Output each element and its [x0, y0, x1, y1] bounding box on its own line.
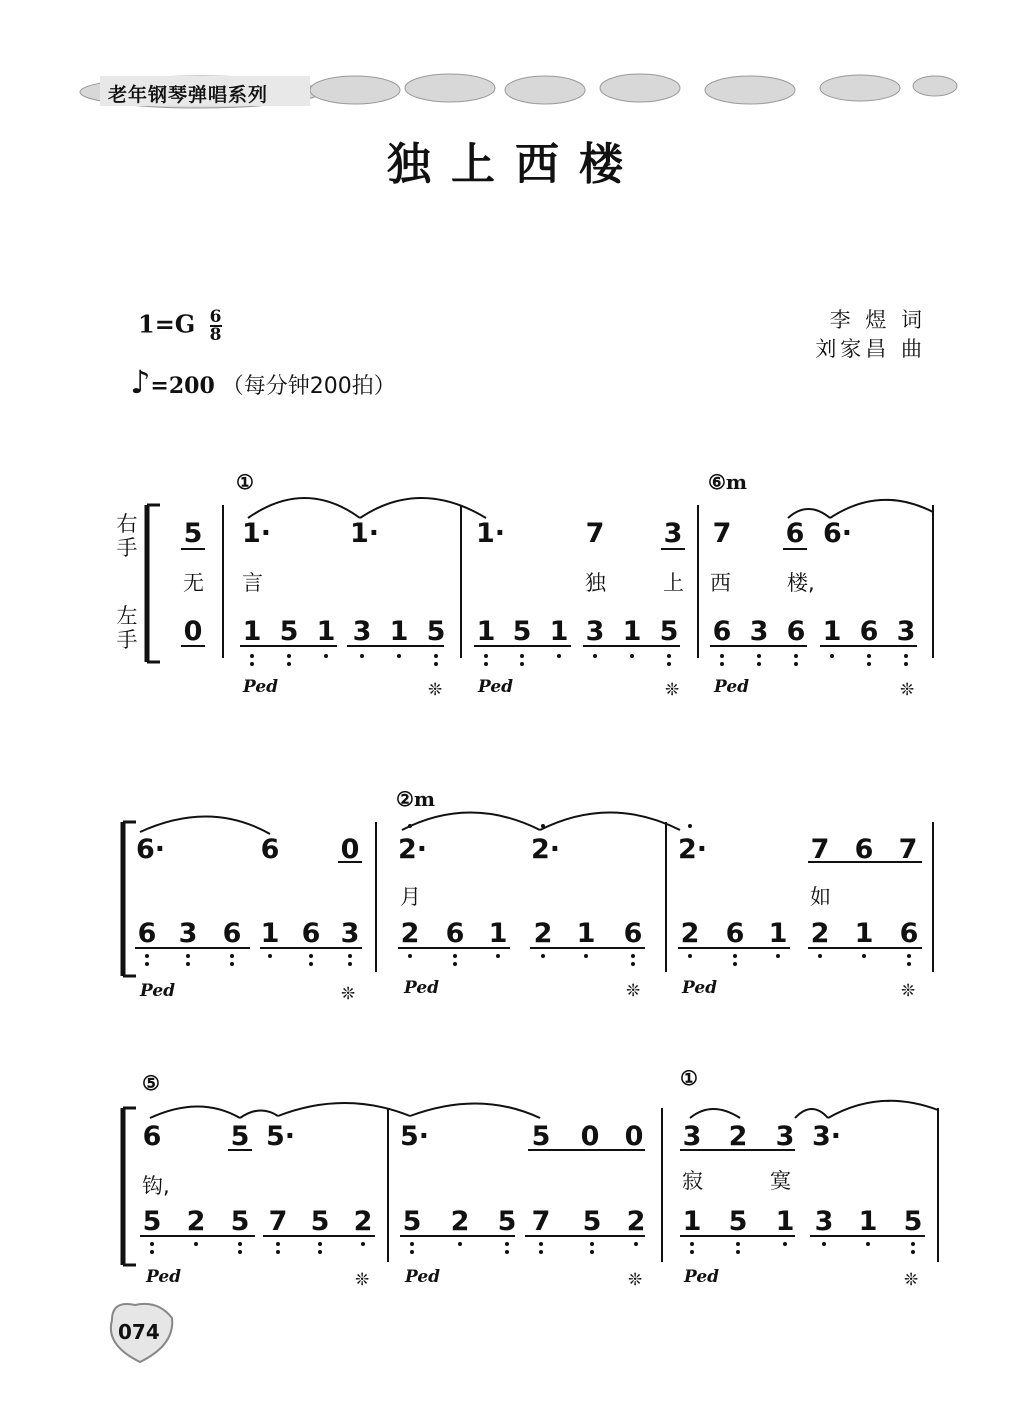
lyric: 月 — [400, 885, 421, 909]
lyric: 楼, — [787, 571, 815, 595]
note: 6 — [301, 918, 321, 949]
note: 2 — [533, 918, 553, 949]
composer: 刘家昌 曲 — [815, 337, 926, 361]
lyric: 上 — [663, 571, 684, 595]
note: 5 — [659, 616, 679, 647]
note: 1 — [242, 616, 262, 647]
note: 2 — [680, 918, 700, 949]
pedal-down: Ped — [714, 677, 750, 697]
note: 6 — [142, 1121, 162, 1152]
key-signature — [138, 309, 222, 343]
note: 7 — [810, 834, 830, 865]
note: 5 — [903, 1206, 923, 1237]
note: 2· — [398, 834, 428, 865]
note: 1 — [858, 1206, 878, 1237]
note: 1 — [854, 918, 874, 949]
pedal-down: Ped — [140, 981, 176, 1001]
lyric: 如 — [810, 885, 831, 909]
note: 2 — [626, 1206, 646, 1237]
note: 5 — [310, 1206, 330, 1237]
right-hand-char-1: 右 — [116, 512, 138, 536]
tempo-value: =200 — [150, 373, 215, 399]
pedal-down: Ped — [146, 1267, 182, 1287]
note: 6 — [725, 918, 745, 949]
song-title: 独上西楼 — [387, 139, 643, 190]
chord-mark: ⑤ — [142, 1071, 160, 1095]
chord-mark: ②m — [396, 787, 436, 811]
pedal-down: Ped — [243, 677, 279, 697]
note: 2 — [400, 918, 420, 949]
note: 6 — [623, 918, 643, 949]
note: 5 — [497, 1206, 517, 1237]
tempo-note: （每分钟200拍） — [221, 374, 396, 399]
tempo-marking — [130, 363, 396, 401]
note: 6· — [823, 518, 853, 549]
note: 1· — [350, 518, 380, 549]
note: 3 — [896, 616, 916, 647]
note: 1 — [682, 1206, 702, 1237]
pedal-release-icon: ❊ — [901, 981, 916, 1001]
note: 1 — [389, 616, 409, 647]
pedal-release-icon: ❊ — [428, 680, 443, 700]
pedal-down: Ped — [404, 978, 440, 998]
note: 6 — [859, 616, 879, 647]
note: 6 — [786, 616, 806, 647]
chord-mark: ① — [680, 1066, 698, 1090]
pedal-release-icon: ❊ — [900, 680, 915, 700]
note: 6 — [445, 918, 465, 949]
note: 0 — [183, 616, 203, 647]
note: 1 — [260, 918, 280, 949]
time-denominator: 8 — [209, 325, 222, 345]
lyricist: 李 煜 词 — [829, 308, 926, 332]
note: 6 — [712, 616, 732, 647]
eighth-note-icon: ♪ — [130, 363, 151, 401]
note: 3 — [775, 1121, 795, 1152]
note: 0 — [340, 834, 360, 865]
pedal-down: Ped — [405, 1267, 441, 1287]
note: 5 — [728, 1206, 748, 1237]
note: 6· — [136, 834, 166, 865]
note: 7 — [898, 834, 918, 865]
note: 7 — [531, 1206, 551, 1237]
note: 1 — [622, 616, 642, 647]
note: 3 — [340, 918, 360, 949]
note: 2· — [531, 834, 561, 865]
note: 3 — [814, 1206, 834, 1237]
note: 1 — [549, 616, 569, 647]
note: 2 — [353, 1206, 373, 1237]
pedal-release-icon: ❊ — [665, 680, 680, 700]
page-number: 074 — [118, 1320, 160, 1344]
left-hand-label — [115, 604, 139, 652]
note: 6 — [785, 518, 805, 549]
note: 0 — [580, 1121, 600, 1152]
pedal-down: Ped — [682, 978, 718, 998]
note: 2 — [450, 1206, 470, 1237]
note: 3 — [682, 1121, 702, 1152]
note: 1 — [775, 1206, 795, 1237]
time-numerator: 6 — [209, 307, 222, 327]
pedal-down: Ped — [478, 677, 514, 697]
note: 3 — [749, 616, 769, 647]
note: 3· — [812, 1121, 842, 1152]
note: 5 — [531, 1121, 551, 1152]
note: 6 — [137, 918, 157, 949]
lyric: 言 — [242, 571, 263, 595]
lyric: 寞 — [770, 1169, 791, 1193]
note: 5 — [142, 1206, 162, 1237]
note: 6 — [899, 918, 919, 949]
pedal-release-icon: ❊ — [628, 1270, 643, 1290]
note: 1 — [768, 918, 788, 949]
note: 5 — [402, 1206, 422, 1237]
note: 5· — [400, 1121, 430, 1152]
chord-mark: ⑥m — [708, 470, 748, 494]
left-hand-char-2: 手 — [116, 628, 138, 652]
note: 7 — [268, 1206, 288, 1237]
note: 7 — [585, 518, 605, 549]
lyric: 西 — [710, 571, 731, 595]
left-hand-char-1: 左 — [116, 604, 138, 628]
pedal-release-icon: ❊ — [355, 1270, 370, 1290]
note: 2 — [728, 1121, 748, 1152]
lyric: 独 — [585, 571, 606, 595]
lyric: 钩, — [142, 1174, 170, 1198]
pedal-down: Ped — [684, 1267, 720, 1287]
pedal-release-icon: ❊ — [626, 981, 641, 1001]
note: 1 — [476, 616, 496, 647]
series-title: 老年钢琴弹唱系列 — [108, 84, 269, 106]
note: 1· — [476, 518, 506, 549]
lyric: 寂 — [682, 1169, 703, 1193]
note: 6 — [854, 834, 874, 865]
right-hand-label — [115, 512, 139, 560]
chord-mark: ① — [236, 470, 254, 494]
note: 5 — [512, 616, 532, 647]
note: 5 — [230, 1206, 250, 1237]
note: 3 — [178, 918, 198, 949]
note: 6 — [222, 918, 242, 949]
note: 1 — [488, 918, 508, 949]
note: 3 — [663, 518, 683, 549]
note: 1 — [576, 918, 596, 949]
note: 5 — [279, 616, 299, 647]
note: 1 — [822, 616, 842, 647]
pedal-release-icon: ❊ — [904, 1270, 919, 1290]
lyric: 无 — [183, 571, 204, 595]
note: 5 — [183, 518, 203, 549]
right-hand-char-2: 手 — [116, 536, 138, 560]
note: 5 — [230, 1121, 250, 1152]
note: 5· — [266, 1121, 296, 1152]
key-label: 1=G — [138, 309, 196, 339]
note: 5 — [426, 616, 446, 647]
note: 2 — [810, 918, 830, 949]
note: 3 — [585, 616, 605, 647]
note: 0 — [624, 1121, 644, 1152]
note: 5 — [582, 1206, 602, 1237]
pedal-release-icon: ❊ — [341, 984, 356, 1004]
note: 6 — [260, 834, 280, 865]
time-signature — [210, 309, 222, 343]
note: 7 — [712, 518, 732, 549]
note: 2· — [678, 834, 708, 865]
note: 1 — [316, 616, 336, 647]
note: 1· — [242, 518, 272, 549]
note: 3 — [352, 616, 372, 647]
note: 2 — [186, 1206, 206, 1237]
